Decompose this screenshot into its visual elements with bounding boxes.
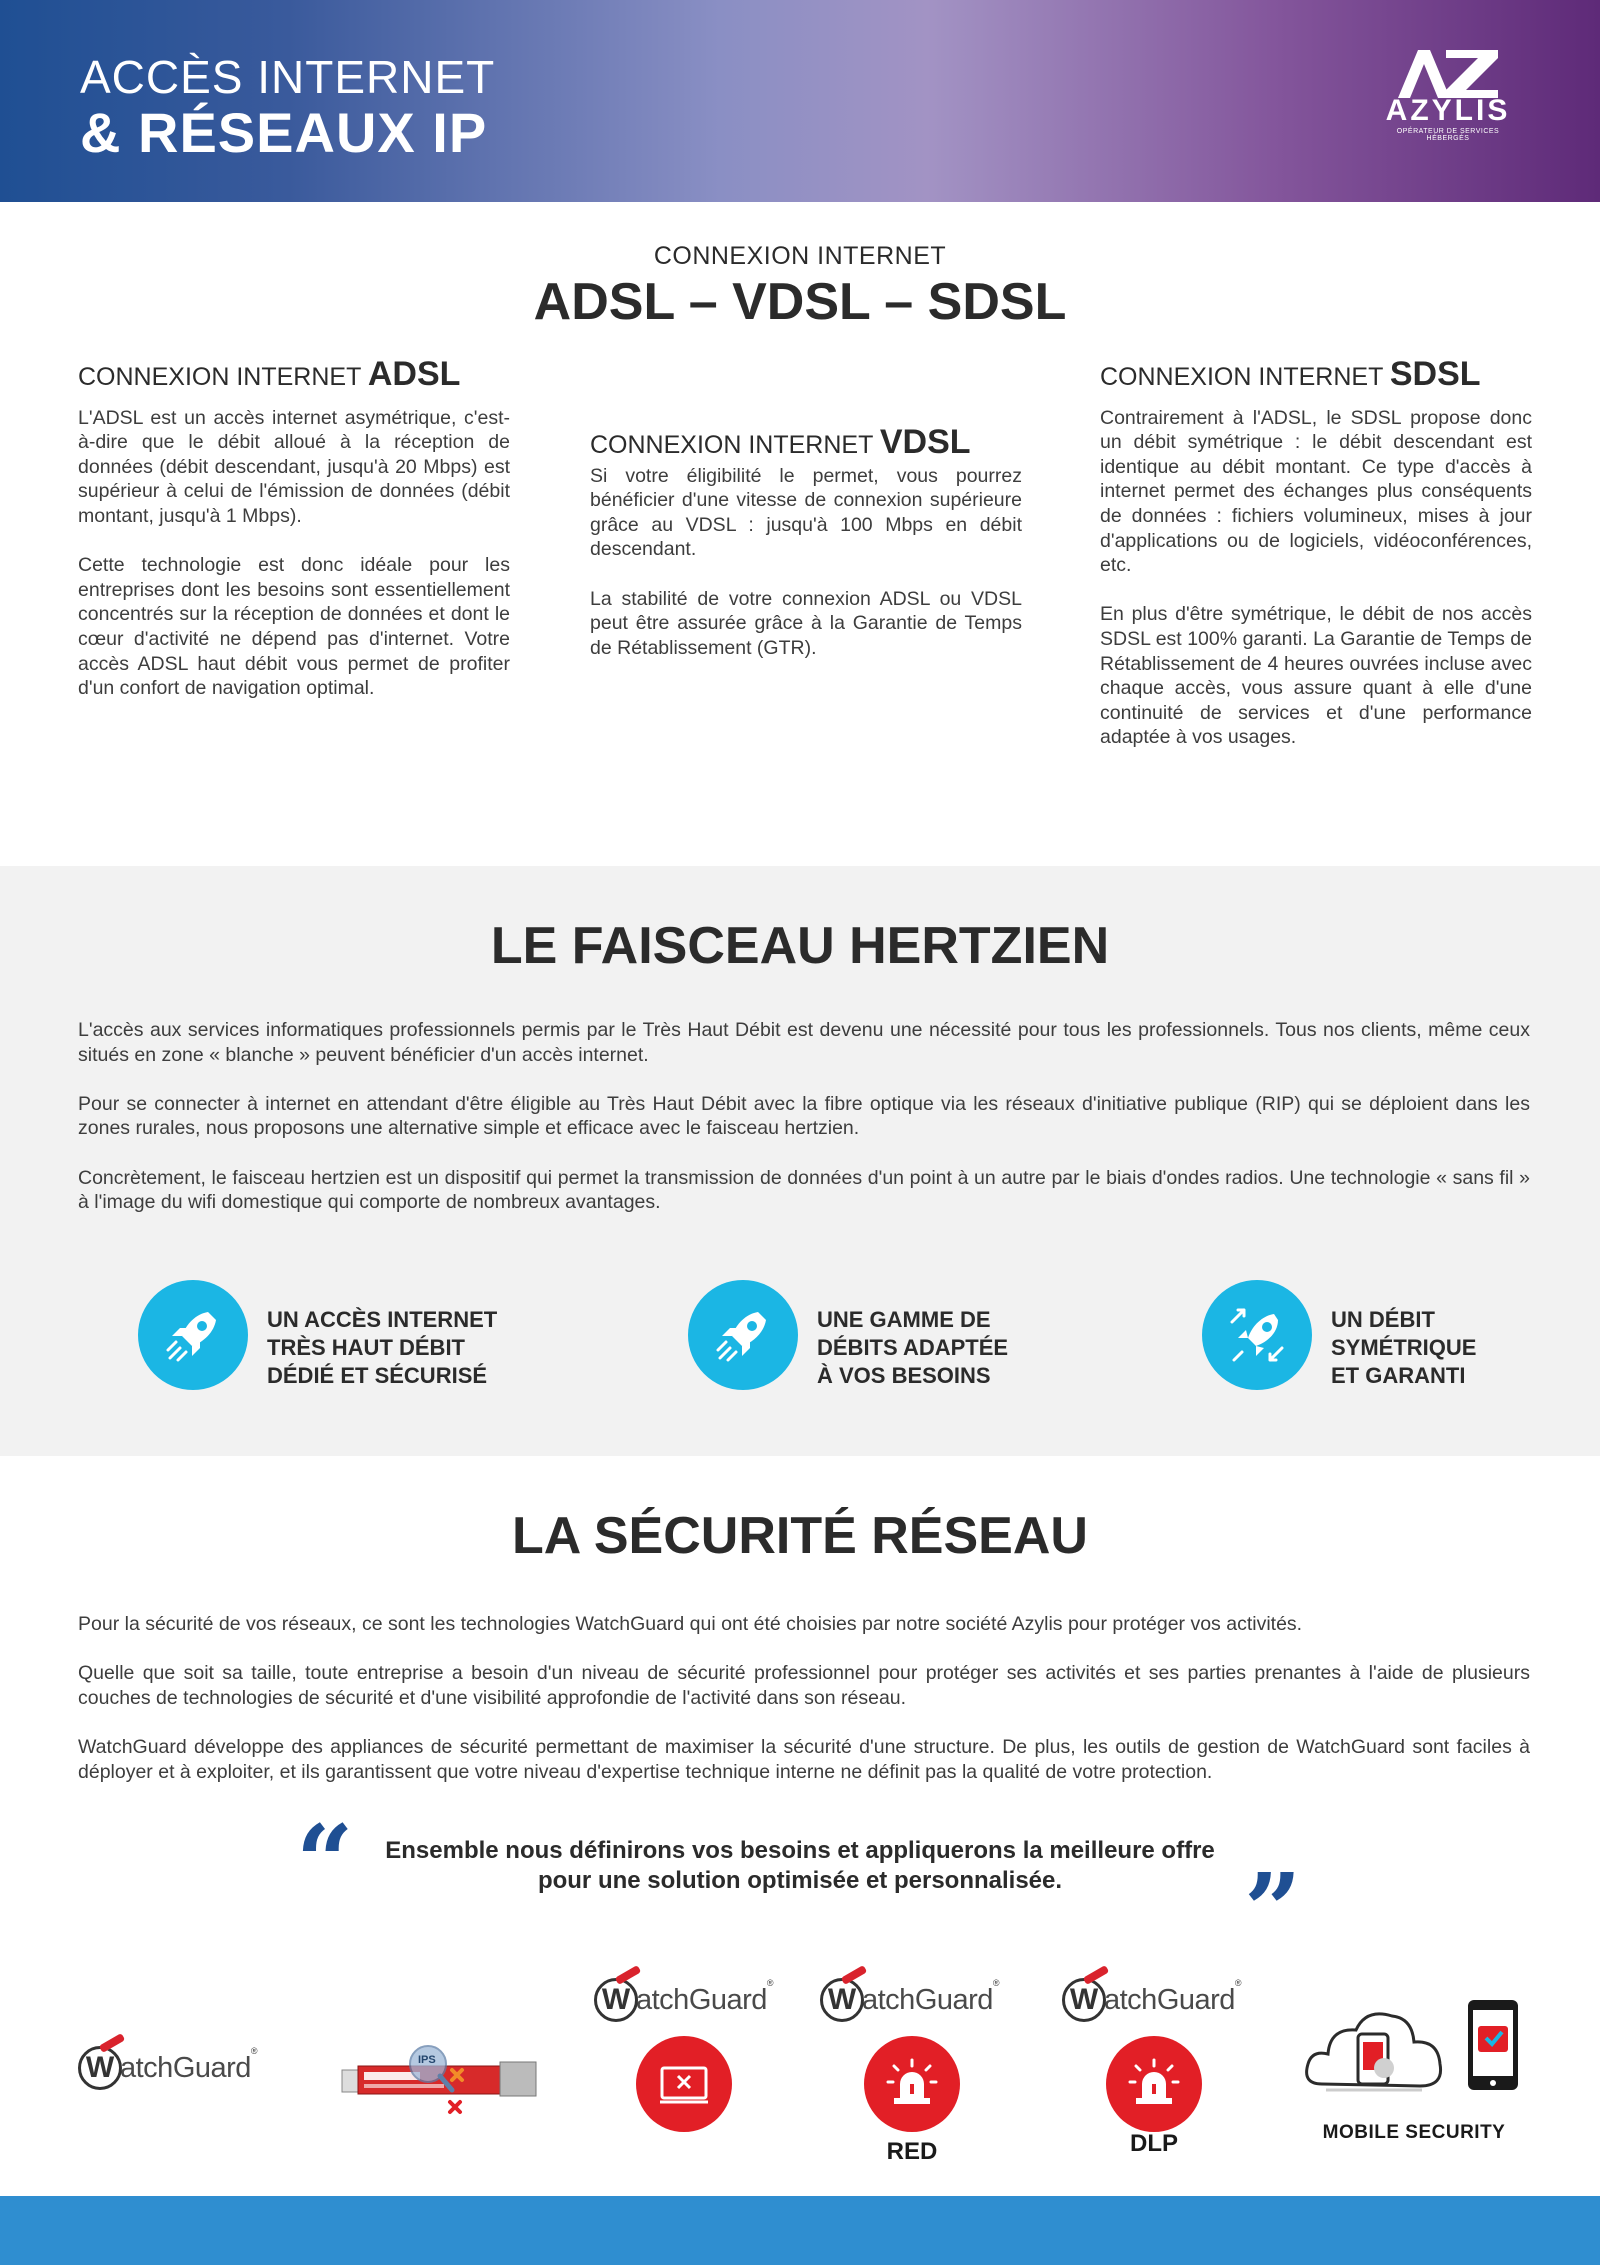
feature-label bbox=[1331, 1306, 1476, 1390]
feature-label-line: UN DÉBIT bbox=[1331, 1307, 1435, 1332]
faisceau-paragraph-3: Concrètement, le faisceau hertzien est un dispositif qui permet la transmission de données d'un point à un autre par le biais d'ondes radios. Une technologie « sans fil » à l'image du wifi domestique qui comporte de nombreux avantages. bbox=[78, 1166, 1530, 1214]
feature-label-line: DÉDIÉ ET SÉCURISÉ bbox=[267, 1363, 488, 1388]
watchguard-wordmark: atchGuard bbox=[636, 1983, 767, 2016]
watchguard-logo bbox=[820, 1978, 1000, 2026]
securite-paragraph-3: WatchGuard développe des appliances de sécurité permettant de maximiser la sécurité d'une structure. De plus, les outils de gestion de WatchGuard sont faciles à déployer et à exploiter, et ils garantissent que votre niveau d'expertise technique interne ne définit pas la qualité de votre protection. bbox=[78, 1735, 1530, 1783]
registered-mark: ® bbox=[992, 1978, 1000, 1988]
registered-mark: ® bbox=[250, 2046, 258, 2056]
feature-label-line: À VOS BESOINS bbox=[817, 1363, 991, 1388]
adsl-heading-bold: ADSL bbox=[367, 355, 461, 393]
rocket-icon bbox=[688, 1280, 798, 1390]
az-logo-mark-icon bbox=[1388, 48, 1508, 100]
feature-label-line: UN ACCÈS INTERNET bbox=[267, 1307, 498, 1332]
watchguard-logo bbox=[1062, 1978, 1242, 2026]
faisceau-body bbox=[78, 1018, 1530, 1239]
open-quote-icon: “ bbox=[296, 1803, 354, 1921]
securite-body bbox=[78, 1612, 1530, 1809]
watchguard-wordmark: atchGuard bbox=[1104, 1983, 1235, 2016]
faisceau-title: LE FAISCEAU HERTZIEN bbox=[490, 917, 1110, 975]
azylis-logo[interactable] bbox=[1378, 48, 1518, 158]
header-title-line1: ACCÈS INTERNET bbox=[80, 51, 496, 103]
quote-line: Ensemble nous définirons vos besoins et appliquerons la meilleure offre bbox=[385, 1837, 1215, 1864]
close-quote-icon: ” bbox=[1244, 1851, 1302, 1969]
faisceau-paragraph-2: Pour se connecter à internet en attendant d'être éligible au Très Haut Débit avec la fibre optique via les réseaux d'initiative publique (RIP) qui se déploient dans les zones rurales, nous proposons une alternative simple et efficace avec le faisceau hertzien. bbox=[78, 1092, 1530, 1140]
quote-line: pour une solution optimisée et personnalisée. bbox=[537, 1867, 1063, 1894]
mobile-security-illustration bbox=[1302, 1998, 1522, 2108]
mobile-security-label: MOBILE SECURITY bbox=[1322, 2122, 1506, 2143]
footer-bar bbox=[0, 2196, 1600, 2265]
securite-paragraph-1: Pour la sécurité de vos réseaux, ce sont les technologies WatchGuard qui ont été choisies par notre société Azylis pour protéger vos activités. bbox=[78, 1613, 1303, 1635]
header-title-line2: & RÉSEAUX IP bbox=[80, 101, 488, 164]
red-label: RED bbox=[886, 2138, 938, 2165]
connexion-kicker: CONNEXION INTERNET bbox=[653, 242, 947, 270]
connexion-title: ADSL – VDSL – SDSL bbox=[533, 273, 1067, 331]
watchguard-logo bbox=[594, 1978, 774, 2026]
feature-label-line: DÉBITS ADAPTÉE bbox=[817, 1335, 1009, 1360]
feature-label-line: TRÈS HAUT DÉBIT bbox=[267, 1335, 465, 1360]
faisceau-paragraph-1: L'accès aux services informatiques professionnels permis par le Très Haut Débit est devenu une nécessité pour tous les professionnels. Tous nos clients, même ceux situés en zone « blanche » peuvent bénéficier d'un accès internet. bbox=[78, 1019, 1530, 1066]
adsl-paragraph-1: L'ADSL est un accès internet asymétrique, c'est-à-dire que le débit alloué à la réception de données (débit descendant, jusqu'à 20 Mbps) est supérieur à celui de l'émission de données (débit montant, jusqu'à 1 Mbps). bbox=[78, 406, 510, 527]
vdsl-heading bbox=[590, 423, 1022, 461]
sdsl-column bbox=[1100, 355, 1532, 775]
vdsl-heading-prefix: CONNEXION INTERNET bbox=[590, 431, 873, 459]
vdsl-paragraph-2: La stabilité de votre connexion ADSL ou VDSL peut être assurée grâce à la Garantie de Temps de Rétablissement (GTR). bbox=[590, 587, 1022, 659]
watchguard-mark-icon: W bbox=[78, 2046, 122, 2090]
securite-paragraph-2: Quelle que soit sa taille, toute entreprise a besoin d'un niveau de sécurité professionnel pour protéger ses activités et ses parties prenantes à l'aide de plusieurs couches de technologies de sécurité et d'une visibilité approfondie de l'activité dans son réseau. bbox=[78, 1662, 1530, 1709]
sdsl-heading bbox=[1100, 355, 1532, 393]
watchguard-mark-icon: W bbox=[1062, 1978, 1106, 2022]
appliance-ips-tag: IPS bbox=[418, 2054, 436, 2066]
sdsl-heading-bold: SDSL bbox=[1389, 355, 1481, 393]
registered-mark: ® bbox=[766, 1978, 774, 1988]
watchguard-wordmark: atchGuard bbox=[862, 1983, 993, 2016]
feature-label bbox=[267, 1306, 497, 1390]
blocked-screen-icon bbox=[636, 2036, 732, 2132]
sdsl-paragraph-2: En plus d'être symétrique, le débit de nos accès SDSL est 100% garanti. La Garantie de Temps de Rétablissement de 4 heures ouvrées incluse avec chaque accès, vous assure quant à elle d'une continuité de services et d'une performance adaptée à vos usages. bbox=[1100, 603, 1532, 749]
feature-label-line: ET GARANTI bbox=[1331, 1363, 1466, 1388]
watchguard-mark-icon: W bbox=[594, 1978, 638, 2022]
faisceau-section bbox=[0, 866, 1600, 1456]
rocket-arrows-icon bbox=[1202, 1280, 1312, 1390]
feature-label-line: UNE GAMME DE bbox=[817, 1307, 991, 1332]
header-banner bbox=[0, 0, 1600, 202]
rocket-icon bbox=[138, 1280, 248, 1390]
adsl-paragraph-2: Cette technologie est donc idéale pour les entreprises dont les besoins sont essentiellement concentrés sur la réception de données et dont le cœur d'activité ne dépend pas d'internet. Votre accès ADSL haut débit vous permet de profiter d'un confort de navigation optimal. bbox=[78, 554, 510, 700]
feature-label bbox=[817, 1306, 1008, 1390]
adsl-heading-prefix: CONNEXION INTERNET bbox=[78, 363, 361, 391]
alarm-beacon-icon bbox=[864, 2036, 960, 2132]
dlp-label: DLP bbox=[1130, 2130, 1178, 2157]
logo-brand-name: AZYLIS bbox=[1385, 94, 1511, 127]
logo-tagline: OPÉRATEUR DE SERVICES HÉBERGÉS bbox=[1396, 128, 1500, 142]
watchguard-wordmark: atchGuard bbox=[120, 2051, 251, 2084]
firewall-appliance-image bbox=[340, 2040, 540, 2116]
vdsl-paragraph-1: Si votre éligibilité le permet, vous pourrez bénéficier d'une vitesse de connexion supérieure grâce au VDSL : jusqu'à 100 Mbps en débit descendant. bbox=[590, 464, 1022, 561]
alarm-beacon-icon bbox=[1106, 2036, 1202, 2132]
watchguard-mark-icon: W bbox=[820, 1978, 864, 2022]
quote-block bbox=[300, 1836, 1300, 1896]
feature-label-line: SYMÉTRIQUE bbox=[1331, 1335, 1477, 1360]
watchguard-logo bbox=[78, 2046, 258, 2094]
adsl-heading bbox=[78, 355, 510, 393]
sdsl-heading-prefix: CONNEXION INTERNET bbox=[1100, 363, 1383, 391]
securite-title: LA SÉCURITÉ RÉSEAU bbox=[512, 1507, 1088, 1565]
registered-mark: ® bbox=[1234, 1978, 1242, 1988]
vdsl-column bbox=[590, 423, 1022, 685]
adsl-column bbox=[78, 355, 510, 725]
vdsl-heading-bold: VDSL bbox=[879, 423, 971, 461]
sdsl-paragraph-1: Contrairement à l'ADSL, le SDSL propose donc un débit symétrique : le débit descendant est identique au débit montant. Ce type d'accès à internet permet des échanges plus conséquents de données : fichiers volumineux, mises à jour d'applications ou de logiciels, vidéoconférences, etc. bbox=[1100, 406, 1532, 577]
